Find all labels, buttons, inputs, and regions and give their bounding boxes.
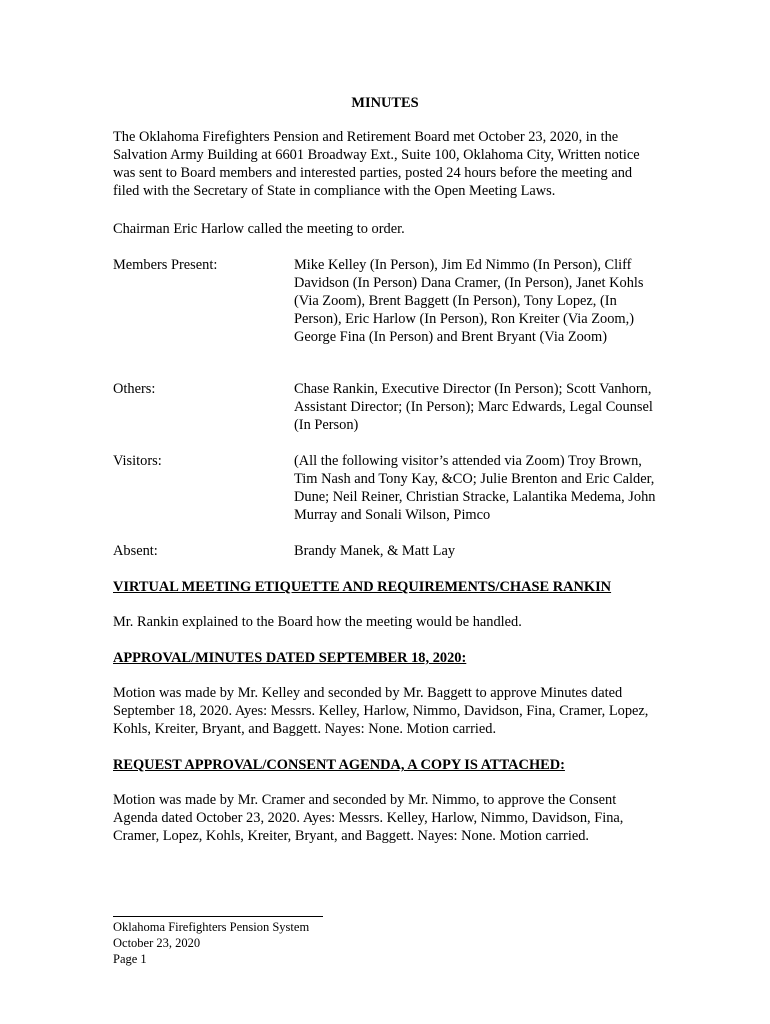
- visitors-value: (All the following visitor’s attended via Zoom) Troy Brown, Tim Nash and Tony Kay, &CO; Julie Brenton and Eric Calder, Dune; Neil Reiner, Christian Stracke, Lalantika Medema, John Murray and Sonali Wilson, Pimco: [294, 453, 656, 523]
- section-body: Motion was made by Mr. Kelley and seconded by Mr. Baggett to approve Minutes dated September 18, 2020. Ayes: Messrs. Kelley, Harlow, Nimmo, Davidson, Fina, Cramer, Lopez, Kohls, Kreiter, Bryant, and Baggett. Nayes: None. Motion carried.: [113, 685, 649, 737]
- call-to-order: Chairman Eric Harlow called the meeting to order.: [113, 221, 405, 237]
- members-present-value: Mike Kelley (In Person), Jim Ed Nimmo (In Person), Cliff Davidson (In Person) Dana Cramer, (In Person), Janet Kohls (Via Zoom), Brent Baggett (In Person), Tony Lopez, (In Person), Eric Harlow (In Person), Ron Kreiter (Via Zoom,) George Fina (In Person) and Brent Bryant (Via Zoom): [294, 257, 644, 345]
- section-body: Motion was made by Mr. Cramer and seconded by Mr. Nimmo, to approve the Consent Agenda dated October 23, 2020. Ayes: Messrs. Kelley, Harlow, Nimmo, Davidson, Fina, Cramer, Lopez, Kohls, Kreiter, Bryant, and Baggett. Nayes: None. Motion carried.: [113, 792, 624, 844]
- members-present-label: Members Present:: [113, 257, 218, 273]
- others-value: Chase Rankin, Executive Director (In Person); Scott Vanhorn, Assistant Director; (In Person); Marc Edwards, Legal Counsel (In Person): [294, 381, 653, 433]
- intro-paragraph: The Oklahoma Firefighters Pension and Retirement Board met October 23, 2020, in the Salvation Army Building at 6601 Broadway Ext., Suite 100, Oklahoma City, Written notice was sent to Board members and interested parties, posted 24 hours before the meeting and filed with the Secretary of State in compliance with the Open Meeting Laws.: [113, 129, 640, 199]
- footer-organization: Oklahoma Firefighters Pension System: [113, 920, 310, 934]
- page-footer: [113, 916, 323, 967]
- visitors-label: Visitors:: [113, 453, 162, 469]
- section-heading: REQUEST APPROVAL/CONSENT AGENDA, A COPY IS ATTACHED:: [113, 757, 565, 773]
- footer-page-number: Page 1: [113, 952, 147, 966]
- absent-label: Absent:: [113, 543, 158, 559]
- others-label: Others:: [113, 381, 156, 397]
- section-heading: APPROVAL/MINUTES DATED SEPTEMBER 18, 2020:: [113, 650, 467, 666]
- section-body: Mr. Rankin explained to the Board how the meeting would be handled.: [113, 614, 522, 630]
- section-heading: VIRTUAL MEETING ETIQUETTE AND REQUIREMENTS/CHASE RANKIN: [113, 579, 612, 595]
- page-title: MINUTES: [351, 95, 419, 111]
- footer-divider: [113, 916, 323, 917]
- footer-date: October 23, 2020: [113, 936, 201, 950]
- absent-value: Brandy Manek, & Matt Lay: [294, 543, 456, 559]
